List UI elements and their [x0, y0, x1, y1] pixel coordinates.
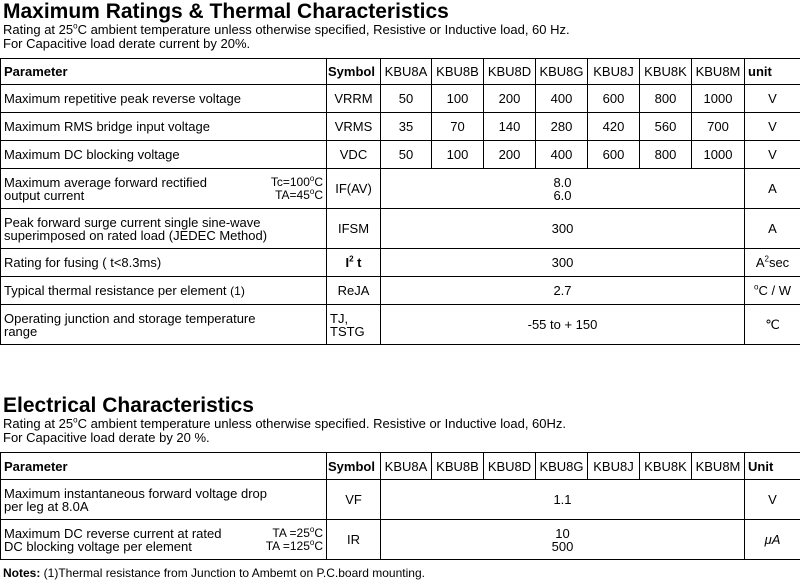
unit-cell: A: [745, 169, 800, 209]
symbol-cell: VF: [327, 480, 381, 520]
electrical-table: [0, 452, 800, 560]
header-model: KBU8G: [536, 453, 588, 480]
header-parameter: Parameter: [1, 453, 327, 480]
header-unit: unit: [745, 59, 800, 85]
header-symbol: Symbol: [327, 59, 381, 85]
parameter-cell: Maximum repetitive peak reverse voltage: [1, 85, 327, 113]
table-row: [1, 85, 800, 113]
value-cell: 100: [432, 141, 484, 169]
symbol-cell: VRMS: [327, 113, 381, 141]
value-cell: 140: [484, 113, 536, 141]
value-cell: 800: [640, 85, 692, 113]
value-cell: 35: [381, 113, 432, 141]
max-ratings-condition: Rating at 25$^o$C ambient temperature unless otherwise specified, Resistive or Inductive load, 60 Hz.: [3, 21, 570, 37]
max-ratings-table: [0, 58, 800, 345]
parameter-cell: Maximum instantaneous forward voltage drop per leg at 8.0A: [1, 480, 327, 520]
table-row: [1, 249, 800, 277]
symbol-cell: TJ, TSTG: [327, 305, 381, 345]
header-model: KBU8A: [381, 453, 432, 480]
condition-tc: $Tc=100^oC$: [270, 173, 323, 189]
table-row: [1, 305, 800, 345]
header-model: KBU8J: [588, 59, 640, 85]
value-cell: 1000: [692, 85, 745, 113]
parameter-cell: Maximum RMS bridge input voltage: [1, 113, 327, 141]
header-model: KBU8D: [484, 59, 536, 85]
unit-cell: ℃: [745, 305, 800, 345]
value-cell: 280: [536, 113, 588, 141]
header-model: KBU8M: [692, 59, 745, 85]
value-cell: 200: [484, 141, 536, 169]
parameter-cell: Operating junction and storage temperature range: [1, 305, 327, 345]
unit-cell: V: [745, 141, 800, 169]
value-cell: 1.1: [381, 480, 745, 520]
value-cell: 560: [640, 113, 692, 141]
header-model: KBU8K: [640, 59, 692, 85]
header-model: KBU8J: [588, 453, 640, 480]
parameter-cell: Rating for fusing ( t<8.3ms): [1, 249, 327, 277]
unit-cell: $^o$C / W: [745, 277, 800, 305]
table-header-row: [1, 453, 800, 480]
value-cell: 2.7: [381, 277, 745, 305]
symbol-cell: ReJA: [327, 277, 381, 305]
value-cell: -55 to + 150: [381, 305, 745, 345]
unit-cell: $A^2\sec$: [745, 249, 800, 277]
symbol-cell: $I^2$ t: [327, 249, 381, 277]
value-cell: 600: [588, 85, 640, 113]
value-cell: 400: [536, 85, 588, 113]
parameter-cell: Maximum DC reverse current at rated DC blocking voltage per element TA $=25^oC$ TA $=125^oC$: [1, 520, 327, 560]
symbol-cell: IFSM: [327, 209, 381, 249]
condition-ta-125: TA $=125^oC$: [265, 537, 323, 553]
parameter-cell: Peak forward surge current single sine-wave superimposed on rated load (JEDEC Method): [1, 209, 327, 249]
value-cell: 600: [588, 141, 640, 169]
header-model: KBU8K: [640, 453, 692, 480]
value-cell: 1000: [692, 141, 745, 169]
symbol-cell: VRRM: [327, 85, 381, 113]
symbol-cell: IF(AV): [327, 169, 381, 209]
header-model: KBU8B: [432, 59, 484, 85]
header-model: KBU8D: [484, 453, 536, 480]
value-cell: 50: [381, 85, 432, 113]
electrical-condition: Rating at 25$^o$C ambient temperature unless otherwise specified. Resistive or Inductive load, 60Hz.: [3, 415, 567, 431]
table-row: [1, 209, 800, 249]
value-cell: 400: [536, 141, 588, 169]
header-model: KBU8B: [432, 453, 484, 480]
table-row: [1, 113, 800, 141]
parameter-cell: Maximum average forward rectified output current $Tc=100^oC$ $TA=45^oC$: [1, 169, 327, 209]
electrical-derate-note: For Capacitive load derate by 20 %.: [3, 430, 210, 445]
header-model: KBU8A: [381, 59, 432, 85]
max-ratings-title: Maximum Ratings & Thermal Characteristics: [3, 0, 449, 23]
table-header-row: [1, 59, 800, 85]
value-cell: 300: [381, 209, 745, 249]
footnote: Notes: (1)Thermal resistance from Junction to Ambemt on P.C.board mounting.: [3, 566, 425, 580]
unit-cell: V: [745, 480, 800, 520]
header-symbol: Symbol: [327, 453, 381, 480]
value-cell: 10 500: [381, 520, 745, 560]
electrical-title: Electrical Characteristics: [3, 394, 254, 417]
condition-ta: $TA=45^oC$: [275, 186, 323, 202]
value-cell: 70: [432, 113, 484, 141]
unit-cell: A: [745, 209, 800, 249]
value-cell: 200: [484, 85, 536, 113]
table-row: [1, 480, 800, 520]
symbol-cell: IR: [327, 520, 381, 560]
value-cell: 50: [381, 141, 432, 169]
parameter-cell: Maximum DC blocking voltage: [1, 141, 327, 169]
condition-ta-25: TA $=25^oC$: [272, 524, 323, 540]
value-cell: 420: [588, 113, 640, 141]
unit-cell: V: [745, 85, 800, 113]
parameter-cell: Typical thermal resistance per element (1): [1, 277, 327, 305]
table-row: [1, 277, 800, 305]
unit-cell: μA: [745, 520, 800, 560]
value-cell: 300: [381, 249, 745, 277]
table-row: [1, 141, 800, 169]
header-unit: Unit: [745, 453, 800, 480]
header-parameter: Parameter: [1, 59, 327, 85]
header-model: KBU8G: [536, 59, 588, 85]
value-cell: 100: [432, 85, 484, 113]
value-cell: 700: [692, 113, 745, 141]
table-row: [1, 169, 800, 209]
symbol-cell: VDC: [327, 141, 381, 169]
header-model: KBU8M: [692, 453, 745, 480]
max-ratings-derate-note: For Capacitive load derate current by 20%.: [3, 36, 251, 51]
value-cell: 800: [640, 141, 692, 169]
table-row: [1, 520, 800, 560]
unit-cell: V: [745, 113, 800, 141]
value-cell: 8.0 6.0: [381, 169, 745, 209]
